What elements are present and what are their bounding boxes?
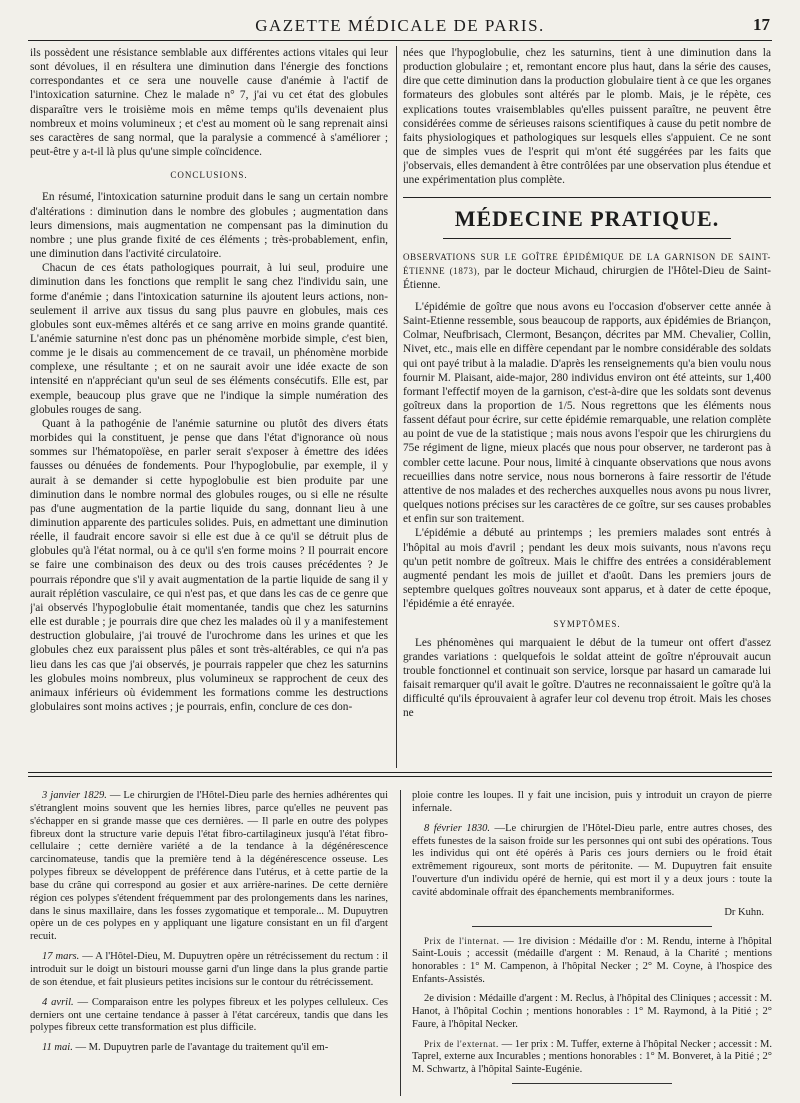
paragraph: L'épidémie a débuté au printemps ; les premiers malades sont entrés à l'hôpital au mois d'avril ; pendant les deux mois suivants, nous n'avons reçu qu'un petit nombre de goîtreux. Mais le chiffre des entrées a considérablement augmenté pendant les mois de juillet et d'août. Dans les premiers jours de septembre quelques goîtres nouveaux sont apparus, et à dater de cette époque, l'épidémie a été enrayée. xyxy=(403,527,771,611)
chronicle-entry xyxy=(30,1042,388,1055)
entry-date: 11 mai. xyxy=(42,1042,73,1054)
entry-date: 3 janvier 1829. xyxy=(42,790,107,801)
prize-label: Prix de l'externat. xyxy=(424,1038,499,1049)
prize-text: — 1re division : Médaille d'or : M. Rendu, interne à l'hôpital Saint-Louis ; accessit (médaille d'argent : M. Renaud, à la Charité ; mentions honorables : 1° M. Campenon, à l'hôpital Necker ; 2° M. Coyne, à l'hospice des Enfants-Assistés. xyxy=(412,935,772,986)
separator-rule xyxy=(472,926,712,927)
entry-date: 4 avril. xyxy=(42,996,74,1008)
entry-date: 17 mars. xyxy=(42,951,80,963)
entry-text: — Le chirurgien de l'Hôtel-Dieu parle des hernies adhérentes qui s'étranglent moins souvent que les hernies libres, parce qu'elles ne peuvent pas s'échapper en si grande masse que ces dernières. — Il parle en outre des polypes fibreux dont la structure varie depuis l'état fibro-cartilagineux jusqu'à l'état fibro-cellulaire ; cette dernière variété a de la tendance à la dégénérescence carcinomateuse, tandis que la première tend à la dégénérescence osseuse. Les polypes fibreux se développent de préférence dans l'utérus, et à cette partie de la base du crâne qui correspond au gosier et aux arrière-narines. De cette dernière région ces polypes s'étendent fréquemment par des prolongements dans les narines, dans le sinus maxillaire, dans les fosses zygomatique et temporale... M. Dupuytren opère un de ces polypes en y appliquant une ligature consistant en un fil d'argent recuit. xyxy=(30,790,388,943)
left-column xyxy=(30,46,388,766)
paragraph: nées que l'hypoglobulie, chez les saturnins, tient à une diminution dans la production globulaire ; et, remontant encore plus haut, dans la série des causes, dire que cette diminution dans la production globulaire tient à ce que les organes formateurs des globules sont altérés par le plomb. Mais, je le répète, ces explications toutes vraisemblables qu'elles puissent paraître, ne peuvent être considérées comme de sérieuses raisons scientifiques à cause du petit nombre de faits physiologiques et pathologiques sur lesquels elles s'appuient. Ce ne sont que de simples vues de l'esprit qui m'ont été suggérées par les faits que j'observais, elles demandent à être contrôlées par une observation plus étendue et une expérimentation plus complète. xyxy=(403,47,771,187)
chronicle-entry xyxy=(30,790,388,944)
entry-text: — A l'Hôtel-Dieu, M. Dupuytren opère un rétrécissement du rectum : il introduit sur le doigt un bistouri mousse garni d'un linge dans la plus grande partie de son étendue, et fait plusieurs petites incisions sur le contour du rétrécissement. xyxy=(30,951,388,988)
paragraph: Quant à la pathogénie de l'anémie saturnine ou plutôt des divers états morbides qui la constituent, je pense que dans l'état d'ignorance où nous sommes sur l'hématopoïèse, en parler serait s'exposer à émettre des idées fausses ou dénuées de fondements. Pour l'hypoglobulie, par exemple, il y aurait à se demander si cette hypoglobulie est bien produite par une diminution dans le nombre normal des globules rouges, ou si elle ne résulte pas d'une augmentation de la partie liquide du sang, donnant lieu à une diminution apparente des particules solides. Puis, en admettant une diminution réelle, il faudrait encore savoir si elle est due à ce qu'il se détruit plus de globules qu'à l'état normal, ou à ce qu'il s'en forme moins ? Il pourrait encore se faire une combinaison des deux ou des trois causes précédentes ? Je pourrais répondre que s'il y avait augmentation de la partie liquide de sang il y aurait réplétion vasculaire, ce qui n'est pas, et que dans les cas de ce genre que j'ai observés l'hypoglobulie était momentanée, tandis que chez les saturnins elle est durable ; je pourrais dire que chez les malades où il y a manifestement destruction globulaire, j'ai trouvé de l'urochrome dans les urines et que les globules chez eux paraissent plus pâles et sont très-altérables, ce qui n'a pas lieu dans les cas que j'ai observés, je pourrais rappeler que chez les saturnins les globules moins nombreux, plus volumineux se rapprochent de ceux des animaux inférieurs où évidemment les formations comme les destructions globulaires sont moins actives ; je pourrais, enfin, conclure de ces don- xyxy=(30,417,388,714)
chronicle-entry xyxy=(30,997,388,1036)
separator-rule xyxy=(512,1083,672,1084)
conclusions-heading: CONCLUSIONS. xyxy=(170,170,248,181)
section-rule xyxy=(443,238,731,239)
section-rule xyxy=(403,197,771,198)
running-title: GAZETTE MÉDICALE DE PARIS. xyxy=(255,16,545,35)
right-column xyxy=(403,46,771,766)
column-divider xyxy=(400,790,401,1096)
paragraph: L'épidémie de goître que nous avons eu l'occasion d'observer cette année à Saint-Etienne ressemble, sous beaucoup de rapports, aux épidémies de Briançon, Colmar, Neufbrisach, Clermont, Besançon, décrites par MM. Chevalier, Collin, Nivet, etc., mais elle en diffère cependant par le nombre considérable des soldats qui ont payé tribut à la maladie. D'après les renseignements qu'a bien voulu nous fournir M. Plaisant, aide-major, 280 individus environ ont été atteints, sur 1,400 formant l'effectif moyen de la garnison, c'est-à-dire que les soldats sont devenus goîtreux dans la proportion de 1/5. Nous regrettons que les éléments nous fassent défaut pour écrire, sur cette épidémie remarquable, une relation complète au point de vue de la statistique ; mais nous avons l'espoir que les chirurgiens du 75e régiment de ligne, mieux placés que nous pour observer, ne tarderont pas à combler cette lacune. Pour nous, limité à cinquante observations que nous avons recueillies dans notre service, nous nous bornerons à faire ressortir de l'étude attentive de nos malades et des recherches auxquelles nous avons pu nous livrer, quelques notions précises sur les caractères de ce goître, sur ses causes probables et enfin sur son traitement. xyxy=(403,300,771,526)
page-header xyxy=(28,10,772,41)
page-number: 17 xyxy=(753,15,770,34)
entry-text: — M. Dupuytren parle de l'avantage du traitement qu'il em- xyxy=(72,1042,329,1054)
paragraph: ils possèdent une résistance semblable aux différentes actions vitales qui leur sont dévolues, il en résultera une diminution dans l'énergie des fonctions correspondantes et ce sera une nouvelle cause d'anémie à l'actif de l'intoxication saturnine. Chez le malade n° 7, j'ai vu cet état des globules disparaître vers le troisième mois en même temps qu'ils devenaient plus nombreux et moins volumineux ; et c'est au moment où le sang reprenait ainsi ses caractères de sang normal, que la paralysie a commencé à s'améliorer ; peut-être y a-t-il là plus qu'une simple coïncidence. xyxy=(30,47,388,159)
paragraph: Chacun de ces états pathologiques pourrait, à lui seul, produire une diminution dans les fonctions que remplit le sang chez l'individu sain, une forme d'anémie ; dans l'intoxication saturnine ils ajoutent leurs actions, non-seulement il arrive aux tissus du sang plus pauvre en globules, mais ces globules sont eux-mêmes altérés et ce sang arrive en moins grande quantité. L'anémie saturnine n'est donc pas un phénomène morbide simple, c'est bien, comme je le disais au commencement de ce travail, un phénomène morbide complexe, une résultante ; et on ne saurait avoir une idée exacte de son intensité en n'appréciant qu'un seul de ses éléments consécutifs. Elle est, par exemple, beaucoup plus grave que ne l'indique la simple numération des globules rouges de sang. xyxy=(30,262,388,416)
entry-text: — Comparaison entre les polypes fibreux et les polypes celluleux. Ces derniers ont une certaine tendance à passer à l'état carcéreux, tandis que dans les polypes fibreux cette transformation est plus difficile. xyxy=(30,996,388,1034)
chronicle-entry xyxy=(412,823,772,900)
symptomes-heading: SYMPTÔMES. xyxy=(553,619,621,630)
prize-label: Prix de l'internat. xyxy=(424,935,500,946)
feuilleton-rule xyxy=(28,772,772,773)
paragraph: En résumé, l'intoxication saturnine produit dans le sang un certain nombre d'altérations : diminution dans le nombre des globules ; augmentation dans leurs dimensions, mais augmentation ne compensant pas la diminution du nombre ; une plus grande fixité de ces éléments ; très-probablement, enfin, une diminution dans l'activité circulatoire. xyxy=(30,191,388,261)
chronicle-continuation: ploie contre les loupes. Il y fait une incision, puis y introduit un crayon de pierre infernale. xyxy=(412,790,772,814)
signature: Dr Kuhn. xyxy=(724,906,764,918)
prize-text: — 1er prix : M. Tuffer, externe à l'hôpital Necker ; accessit : M. Taprel, externe aux Incurables ; mentions honorables : 1° M. Bonveret, à la Pitié ; 2° M. Schwartz, à l'hôpital Sainte-Eugénie. xyxy=(412,1038,772,1076)
chronicle-entry xyxy=(30,951,388,990)
feuilleton-right-column xyxy=(412,790,772,1096)
prize-externat xyxy=(412,1038,772,1078)
paragraph: Les phénomènes qui marquaient le début de la tumeur ont offert d'assez grandes variations : quelquefois le soldat atteint de goître n'éprouvait aucun trouble fonctionnel et continuait son service, lorsque par hasard un camarade lui faisait remarquer qu'il avait le goître. D'autres ne reconnaissaient le goître qu'à la difficulté qu'ils éprouvaient à agrafer leur col devenu trop étroit. Mais les choses ne xyxy=(403,636,771,720)
article-heading xyxy=(403,250,771,292)
entry-date: 8 février 1830. xyxy=(424,822,491,834)
article-heading-byline: par le docteur Michaud, chirurgien de l'Hôtel-Dieu de Saint-Étienne. xyxy=(403,264,771,291)
column-divider xyxy=(396,46,397,768)
entry-text: —Le chirurgien de l'Hôtel-Dieu parle, entre autres choses, des effets funestes de la saison froide sur les personnes qui ont subi des opérations. Tous les individus qui ont été opérés à Paris ces jours derniers ou le froid était extrêmement rigoureux, sont morts de péritonite. — M. Dupuytren fait ensuite l'ouverture d'un individu opéré de hernie, qui est mort il y a deux jours : toute la cavité abdominale offrait des épanchements membraniformes. xyxy=(412,822,772,898)
prize-internat-division-2: 2e division : Médaille d'argent : M. Reclus, à l'hôpital des Cliniques ; accessit : M. Hanot, à l'hôpital Cochin ; mentions honorables : 1° M. Raymond, à la Pitié ; 2° Faure, à l'hôpital Necker. xyxy=(412,992,772,1030)
prize-internat xyxy=(412,935,772,987)
feuilleton-rule xyxy=(28,776,772,777)
article-heading-caps: OBSERVATIONS SUR LE GOÎTRE ÉPIDÉMIQUE DE LA GARNISON DE SAINT-ÉTIENNE (1873), xyxy=(403,251,771,276)
feuilleton-left-column xyxy=(30,790,388,1096)
section-title: MÉDECINE PRATIQUE. xyxy=(454,205,720,231)
